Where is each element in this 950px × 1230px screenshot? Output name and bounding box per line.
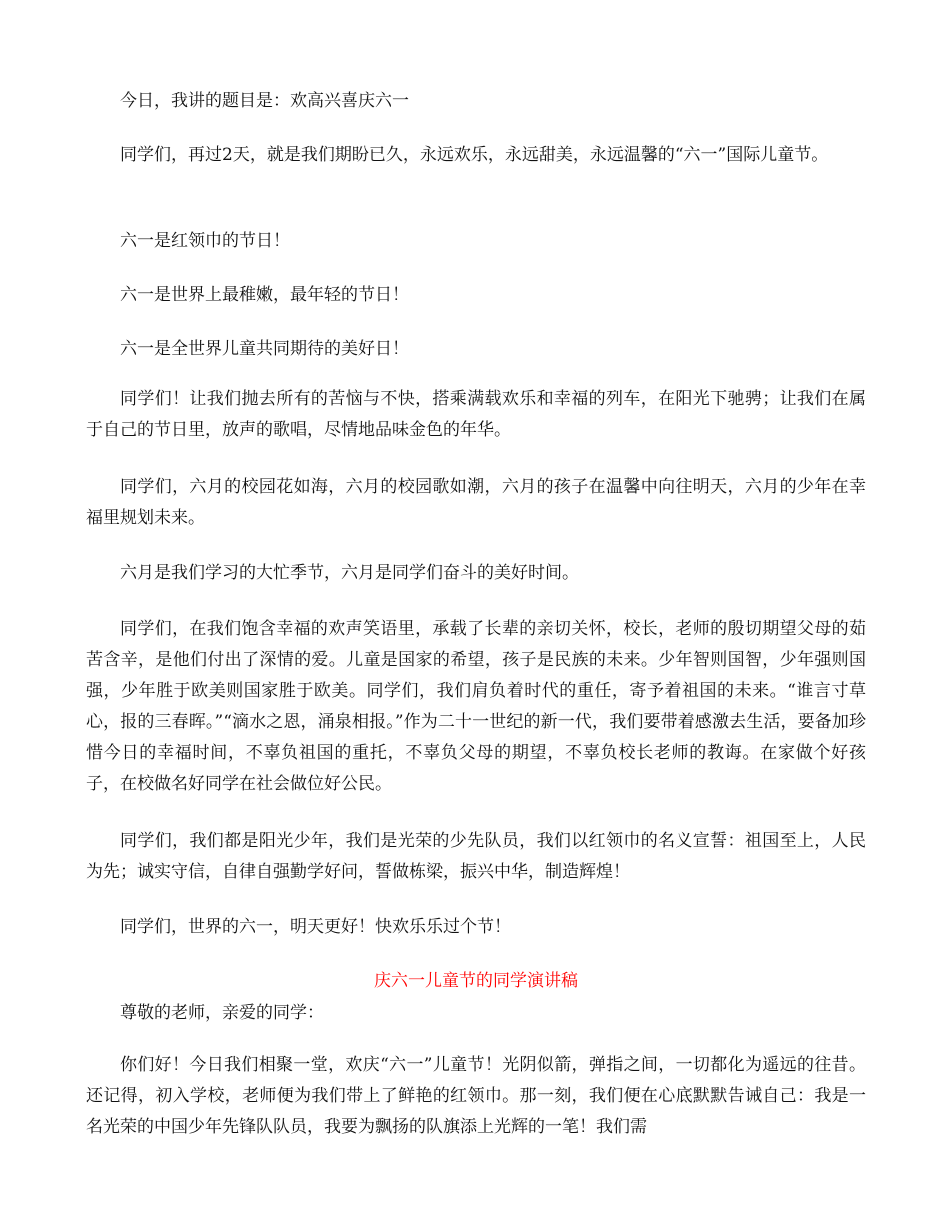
paragraph-busy-season: 六月是我们学习的大忙季节，六月是同学们奋斗的美好时间。 [120,563,579,583]
paragraph-topic: 今日，我讲的题目是：欢高兴喜庆六一 [120,91,409,111]
section-title: 庆六一儿童节的同学演讲稿 [374,971,578,991]
paragraph-childrens-day-intro: 同学们，再过2天，就是我们期盼已久，永远欢乐，永远甜美，永远温馨的“六一”国际儿童节。 [120,145,829,165]
paragraph-worldwide-day: 六一是全世界儿童共同期待的美好日！ [120,339,409,359]
paragraph-pledge: 同学们，我们都是阳光少年，我们是光荣的少先队员，我们以红领巾的名义宣誓：祖国至上，人民为先；诚实守信，自律自强勤学好问，誓做栋梁，振兴中华，制造辉煌！ [86,831,866,882]
paragraph-youngest-festival: 六一是世界上最稚嫩，最年轻的节日！ [120,285,409,305]
paragraph-closing: 同学们，世界的六一，明天更好！快欢乐乐过个节！ [120,917,511,937]
paragraph-greeting: 你们好！今日我们相聚一堂，欢庆“六一”儿童节！光阴似箭，弹指之间，一切都化为遥远的往昔。还记得，初入学校，老师便为我们带上了鲜艳的红领巾。那一刻，我们便在心底默默告诫自己：我是一名光荣的中国少年先锋队队员，我要为飘扬的队旗添上光辉的一笔！我们需 [86,1055,866,1137]
paragraph-happiness-train: 同学们！让我们抛去所有的苦恼与不快，搭乘满载欢乐和幸福的列车，在阳光下驰骋；让我们在属于自己的节日里，放声的歌唱，尽情地品味金色的年华。 [86,389,866,440]
paragraph-june-campus: 同学们，六月的校园花如海，六月的校园歌如潮，六月的孩子在温馨中向往明天，六月的少年在幸福里规划未来。 [86,477,866,528]
document-page [86,0,866,1230]
paragraph-red-scarf-day: 六一是红领巾的节日！ [120,231,290,251]
paragraph-gratitude: 同学们，在我们饱含幸福的欢声笑语里，承载了长辈的亲切关怀，校长，老师的殷切期望父母的茹苦含辛，是他们付出了深情的爱。儿童是国家的希望，孩子是民族的未来。少年智则国智，少年强则国强，少年胜于欧美则国家胜于欧美。同学们，我们肩负着时代的重任，寄予着祖国的未来。“谁言寸草心，报的三春晖。”“滴水之恩，涌泉相报。”作为二十一世纪的新一代，我们要带着感激去生活，要备加珍惜今日的幸福时间，不辜负祖国的重托，不辜负父母的期望，不辜负校长老师的教诲。在家做个好孩子，在校做名好同学在社会做位好公民。 [86,619,866,794]
paragraph-salutation: 尊敬的老师，亲爱的同学： [120,1003,324,1023]
